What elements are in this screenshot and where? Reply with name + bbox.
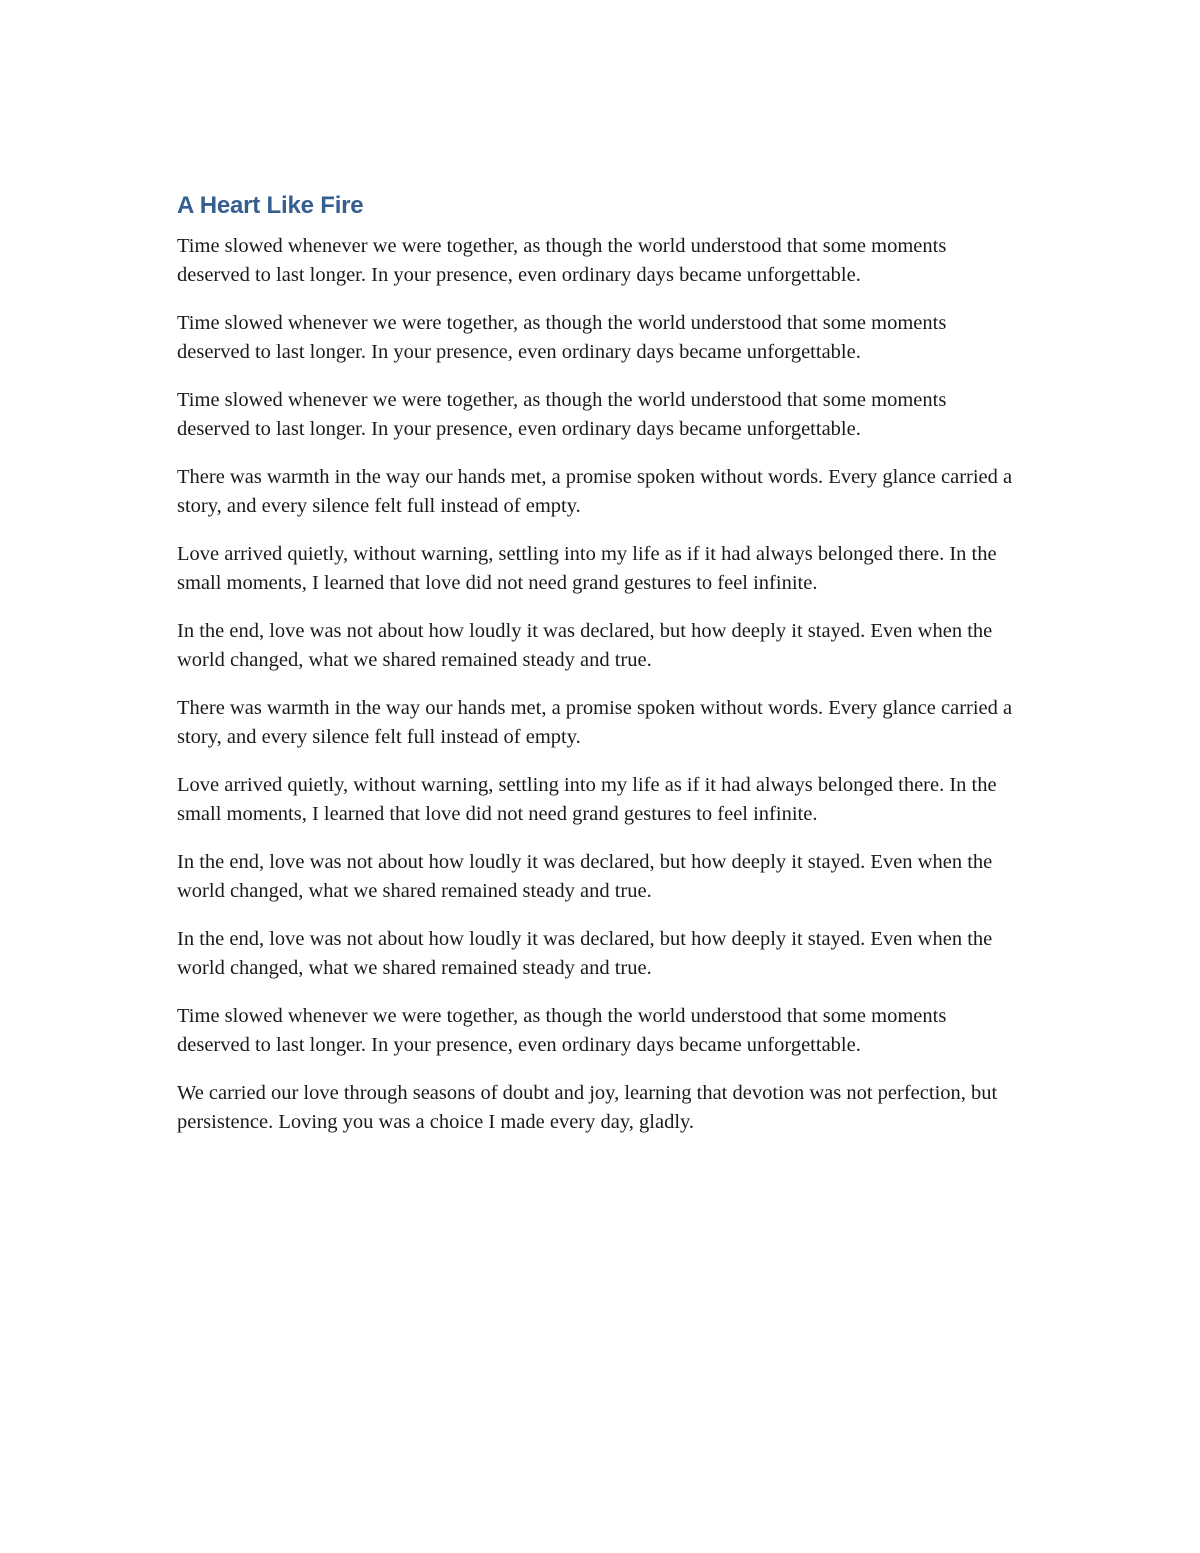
paragraph: Time slowed whenever we were together, as though the world understood that some moments deserved to last longer. In your presence, even ordinary days became unforgettable. (177, 235, 947, 286)
paragraph: We carried our love through seasons of doubt and joy, learning that devotion was not perfection, but persistence. Loving you was a choice I made every day, gladly. (177, 1082, 998, 1133)
document-title: A Heart Like Fire (177, 192, 364, 219)
paragraph: Time slowed whenever we were together, as though the world understood that some moments deserved to last longer. In your presence, even ordinary days became unforgettable. (177, 389, 947, 440)
paragraph: In the end, love was not about how loudly it was declared, but how deeply it stayed. Even when the world changed, what we shared remained steady and true. (177, 928, 993, 979)
paragraph: Time slowed whenever we were together, as though the world understood that some moments deserved to last longer. In your presence, even ordinary days became unforgettable. (177, 312, 947, 363)
document-body (177, 188, 1022, 1156)
paragraph: There was warmth in the way our hands met, a promise spoken without words. Every glance carried a story, and every silence felt full instead of empty. (177, 697, 1013, 748)
paragraph: Time slowed whenever we were together, as though the world understood that some moments deserved to last longer. In your presence, even ordinary days became unforgettable. (177, 1005, 947, 1056)
paragraph: In the end, love was not about how loudly it was declared, but how deeply it stayed. Even when the world changed, what we shared remained steady and true. (177, 851, 993, 902)
paragraph: There was warmth in the way our hands met, a promise spoken without words. Every glance carried a story, and every silence felt full instead of empty. (177, 466, 1013, 517)
paragraph: In the end, love was not about how loudly it was declared, but how deeply it stayed. Even when the world changed, what we shared remained steady and true. (177, 620, 993, 671)
paragraph: Love arrived quietly, without warning, settling into my life as if it had always belonged there. In the small moments, I learned that love did not need grand gestures to feel infinite. (177, 543, 997, 594)
paragraph: Love arrived quietly, without warning, settling into my life as if it had always belonged there. In the small moments, I learned that love did not need grand gestures to feel infinite. (177, 774, 997, 825)
